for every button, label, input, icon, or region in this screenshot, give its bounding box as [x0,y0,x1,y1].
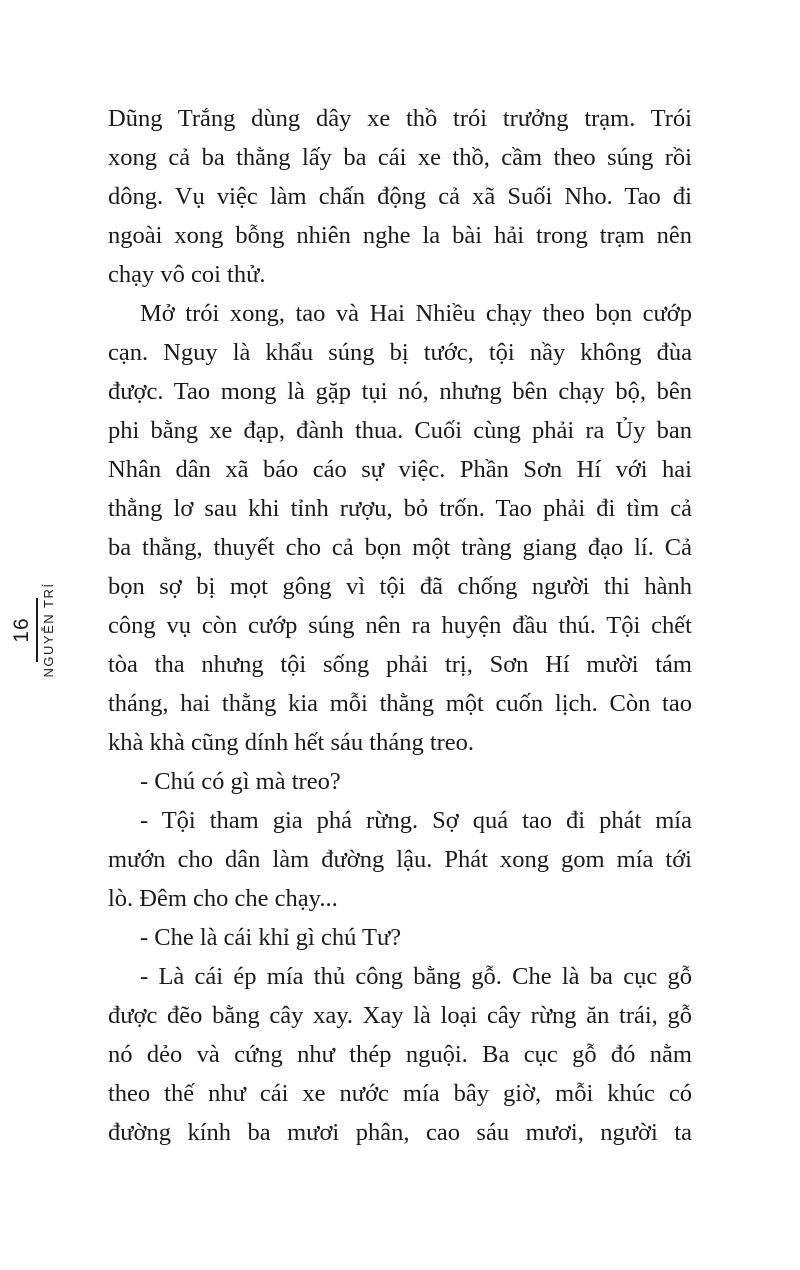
text-line: tòa tha nhưng tội sống phải trị, Sơn Hí mười tám [108,651,692,678]
page-number: 16 [10,617,33,643]
text-line: tháng, hai thằng kia mỗi thằng một cuốn lịch. Còn tao [108,690,692,717]
text-line: bọn sợ bị mọt gông vì tội đã chống người thi hành [108,573,692,600]
text-line: Mở trói xong, tao và Hai Nhiều chạy theo bọn cướp [140,300,692,327]
header-rule [36,598,38,662]
text-line: - Chú có gì mà treo? [140,768,341,795]
text-line: khà khà cũng dính hết sáu tháng treo. [108,729,475,756]
text-line: dông. Vụ việc làm chấn động cả xã Suối Nho. Tao đi [108,183,692,210]
rotated-page-header [10,574,62,686]
text-line: ngoài xong bỗng nhiên nghe la bài hải trong trạm nên [108,222,692,249]
text-line: thằng lơ sau khi tỉnh rượu, bỏ trốn. Tao phải đi tìm cả [108,495,692,522]
text-line: Nhân dân xã báo cáo sự việc. Phần Sơn Hí với hai [108,456,692,483]
text-line: lò. Đêm cho che chạy... [108,885,338,912]
text-line: ba thằng, thuyết cho cả bọn một tràng giang đạo lí. Cả [108,534,692,561]
author-name: NGUYỄN TRÍ [41,582,56,678]
text-line: phi bằng xe đạp, đành thua. Cuối cùng phải ra Ủy ban [108,417,692,444]
text-line: - Tội tham gia phá rừng. Sợ quá tao đi phát mía [140,807,692,834]
text-line: - Che là cái khỉ gì chú Tư? [140,924,402,951]
page-text [108,99,692,1152]
text-line: nó dẻo và cứng như thép nguội. Ba cục gỗ đó nằm [108,1041,692,1068]
text-line: chạy vô coi thử. [108,261,266,288]
text-line: công vụ còn cướp súng nên ra huyện đầu thú. Tội chết [108,612,692,639]
text-line: theo thế như cái xe nước mía bây giờ, mỗi khúc có [108,1080,692,1107]
text-line: cạn. Nguy là khẩu súng bị tước, tội nầy không đùa [108,339,692,366]
text-line: mướn cho dân làm đường lậu. Phát xong gom mía tới [108,846,692,873]
text-line: Dũng Trắng dùng dây xe thồ trói trưởng trạm. Trói [108,105,692,132]
text-line: đường kính ba mươi phân, cao sáu mươi, người ta [108,1119,692,1146]
text-line: được. Tao mong là gặp tụi nó, nhưng bên chạy bộ, bên [108,378,692,405]
text-line: - Là cái ép mía thủ công bằng gỗ. Che là ba cục gỗ [140,963,692,990]
text-line: được đẽo bằng cây xay. Xay là loại cây rừng ăn trái, gỗ [108,1002,692,1029]
text-line: xong cả ba thằng lấy ba cái xe thồ, cầm theo súng rồi [108,144,692,171]
